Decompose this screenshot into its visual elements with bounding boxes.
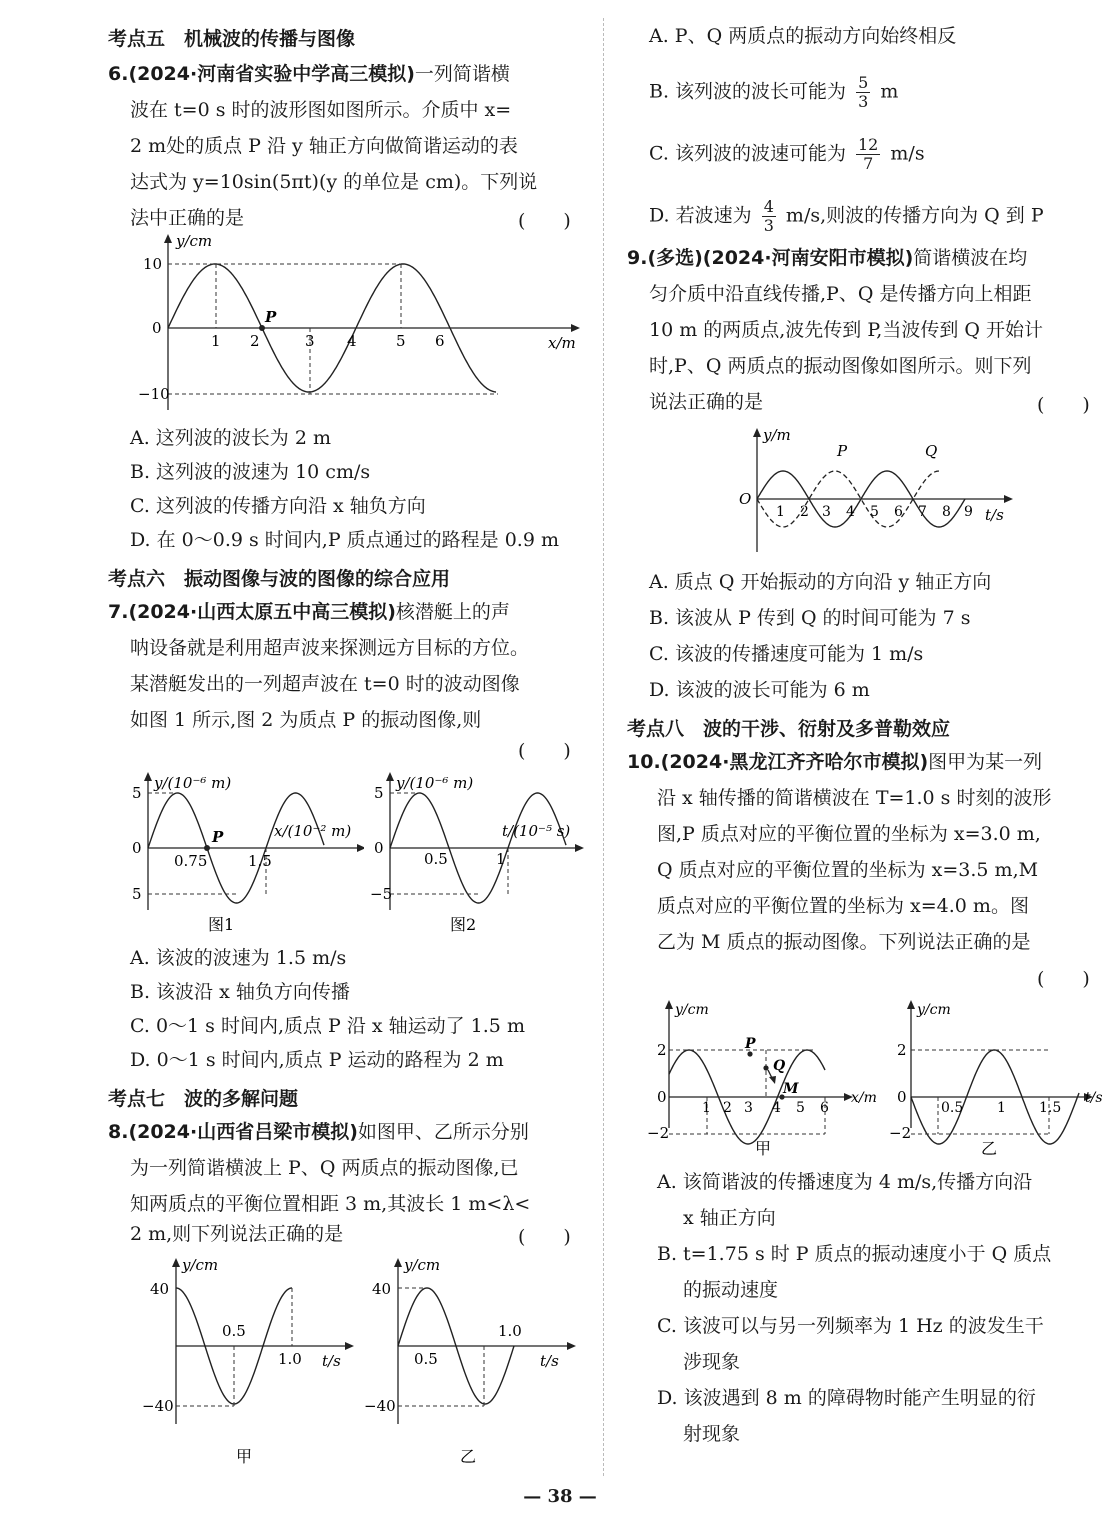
y-label: y/(10⁻⁶ m)	[154, 774, 232, 792]
tick-1: 1	[997, 1100, 1006, 1116]
tick-1: 1	[496, 850, 506, 868]
q6-stem-1: 一列简谐横	[414, 63, 510, 85]
x-label: x/(10⁻² m)	[274, 822, 352, 840]
q10-figure-yi	[889, 998, 1105, 1158]
q9-stem-1: 简谐横波在均	[913, 247, 1028, 269]
figure-stroke	[907, 1000, 915, 1009]
caption: 甲	[755, 1139, 772, 1158]
p-label: P	[265, 308, 277, 326]
figure-stroke	[1004, 495, 1013, 503]
caption: 乙	[981, 1139, 998, 1158]
q8-option-b-unit: m	[880, 80, 899, 103]
y-bot-label: −40	[142, 1397, 174, 1415]
tick-6: 6	[820, 1100, 829, 1116]
y-label: y/cm	[176, 232, 213, 250]
y-top-label: 40	[150, 1280, 170, 1298]
q7-option-b: B. 该波沿 x 轴负方向传播	[130, 981, 350, 1003]
tick-05: 0.5	[222, 1322, 246, 1340]
y-label: y/(10⁻⁶ m)	[396, 774, 474, 792]
y-label: y/cm	[675, 1002, 709, 1018]
q6-line-1	[108, 62, 510, 86]
figure-stroke	[567, 1342, 576, 1350]
y-arrow	[164, 234, 172, 243]
q10-source: 10.(2024·黑龙江齐齐哈尔市模拟)	[627, 751, 929, 773]
q8-option-b	[649, 74, 898, 111]
q8-option-b-frac	[856, 74, 870, 111]
q10-option-b-1: B. t=1.75 s 时 P 质点的振动速度小于 Q 质点	[657, 1243, 1052, 1265]
figure-stroke	[357, 844, 364, 852]
q6-source: 6.(2024·河南省实验中学高三模拟)	[108, 63, 415, 85]
q8-option-d-frac	[762, 198, 776, 235]
section-7-title: 考点七 波的多解问题	[108, 1088, 299, 1110]
caption: 甲	[236, 1447, 253, 1466]
q9-stem-3: 10 m 的两质点,波先传到 P,当波传到 Q 开始计	[649, 319, 1043, 341]
q9-line-1	[627, 246, 1027, 270]
y-top-label: 5	[132, 784, 142, 802]
q8-option-d	[649, 198, 1044, 235]
q10-option-d-2: 射现象	[683, 1423, 741, 1445]
tick-5: 5	[870, 504, 879, 520]
origin-label: 0	[132, 839, 142, 857]
q-label: Q	[925, 442, 938, 460]
y-bot-label: −40	[364, 1397, 396, 1415]
q10-stem-5: 质点对应的平衡位置的坐标为 x=4.0 m。图	[657, 895, 1029, 917]
section-5-title: 考点五 机械波的传播与图像	[108, 28, 356, 50]
q10-stem-2: 沿 x 轴传播的简谐横波在 T=1.0 s 时刻的波形	[657, 787, 1052, 809]
q10-stem-6: 乙为 M 质点的振动图像。下列说法正确的是	[657, 931, 1031, 953]
q8-source: 8.(2024·山西省吕梁市模拟)	[108, 1121, 358, 1143]
y-label: y/m	[763, 426, 791, 444]
y-label: y/cm	[917, 1002, 951, 1018]
caption: 图1	[208, 915, 235, 934]
tick-075: 0.75	[174, 852, 208, 870]
q10-option-a-2: x 轴正方向	[683, 1207, 776, 1229]
origin-label: 0	[897, 1088, 907, 1106]
y-top-label: 40	[372, 1280, 392, 1298]
q8-option-c-unit: m/s	[890, 142, 925, 165]
q6-option-d: D. 在 0～0.9 s 时间内,P 质点通过的路程是 0.9 m	[130, 529, 559, 551]
q6-answer-paren: ( )	[518, 210, 571, 232]
q7-figure-1	[128, 770, 364, 938]
q10-stem-1: 图甲为某一列	[928, 751, 1043, 773]
q10-option-c-1: C. 该波可以与另一列频率为 1 Hz 的波发生干	[657, 1315, 1044, 1337]
y-label: y/cm	[404, 1256, 441, 1274]
q9-vibration-graph	[737, 424, 1017, 556]
tick-6: 6	[435, 332, 445, 350]
q8-answer-paren: ( )	[518, 1226, 571, 1248]
q10-option-a-1: A. 该简谐波的传播速度为 4 m/s,传播方向沿	[657, 1171, 1033, 1193]
q8-option-b-text: B. 该列波的波长可能为	[649, 80, 847, 103]
figure-stroke	[769, 1076, 776, 1084]
tick-3: 3	[305, 332, 315, 350]
q6-stem-2: 波在 t=0 s 时的波形图如图所示。介质中 x=	[130, 99, 512, 121]
y-label: y/cm	[182, 1256, 219, 1274]
y-bot-label: −5	[370, 885, 393, 903]
caption: 图2	[450, 915, 477, 934]
tick-2: 2	[250, 332, 260, 350]
q9-stem-5: 说法正确的是	[649, 391, 764, 413]
tick-05: 0.5	[424, 850, 448, 868]
x-arrow	[571, 324, 580, 332]
q8-figure-yi	[362, 1254, 584, 1474]
tick-7: 7	[918, 504, 927, 520]
figure-stroke	[394, 1258, 402, 1267]
q7-stem-4: 如图 1 所示,图 2 为质点 P 的振动图像,则	[130, 709, 482, 731]
q10-stem-3: 图,P 质点对应的平衡位置的坐标为 x=3.0 m,	[657, 823, 1041, 845]
q10-line-1	[627, 750, 1042, 774]
q6-option-a: A. 这列波的波长为 2 m	[130, 427, 331, 449]
q7-stem-1: 核潜艇上的声	[395, 601, 510, 623]
q8-option-c	[649, 136, 925, 173]
figure-stroke	[172, 1258, 180, 1267]
figure-stroke	[747, 1051, 752, 1056]
q6-wave-graph	[138, 232, 586, 414]
q7-answer-paren: ( )	[518, 740, 571, 762]
q10-option-c-2: 涉现象	[683, 1351, 741, 1373]
x-label: x/m	[548, 334, 576, 352]
figure-stroke	[665, 1000, 673, 1009]
q7-line-1	[108, 600, 510, 624]
tick-15: 1.5	[248, 852, 272, 870]
figure-stroke	[763, 1065, 768, 1070]
tick-8: 8	[942, 504, 951, 520]
y-bot-label: −2	[647, 1124, 670, 1142]
q7-stem-3: 某潜艇发出的一列超声波在 t=0 时的波动图像	[130, 673, 520, 695]
q8-stem-2: 为一列简谐横波上 P、Q 两质点的振动图像,已	[130, 1157, 519, 1179]
q6-stem-5: 法中正确的是	[130, 207, 245, 229]
tick-1: 1	[776, 504, 785, 520]
q7-option-a: A. 该波的波速为 1.5 m/s	[130, 947, 347, 969]
q9-option-d: D. 该波的波长可能为 6 m	[649, 679, 870, 701]
tick-15: 1.5	[1039, 1100, 1062, 1116]
q8-stem-4: 2 m,则下列说法正确的是	[130, 1223, 344, 1245]
q9-option-b: B. 该波从 P 传到 Q 的时间可能为 7 s	[649, 607, 971, 629]
origin-label: O	[739, 490, 752, 508]
q9-answer-paren: ( )	[1037, 394, 1090, 416]
tick-4: 4	[846, 504, 855, 520]
y-bot-label: −10	[138, 385, 170, 403]
page-number: — 38 —	[523, 1486, 597, 1507]
x-label: t/s	[322, 1352, 341, 1370]
figure-stroke	[753, 428, 761, 437]
q8-stem-1: 如图甲、乙所示分别	[357, 1121, 529, 1143]
origin-label: 0	[374, 839, 384, 857]
q6-stem-3: 2 m处的质点 P 沿 y 轴正方向做简谐运动的表	[130, 135, 518, 157]
caption: 乙	[460, 1447, 477, 1466]
q6-option-b: B. 这列波的波速为 10 cm/s	[130, 461, 371, 483]
q10-stem-4: Q 质点对应的平衡位置的坐标为 x=3.5 m,M	[657, 859, 1039, 881]
frac-num: 4	[763, 197, 774, 216]
q6-option-c: C. 这列波的传播方向沿 x 轴负方向	[130, 495, 426, 517]
q9-stem-2: 匀介质中沿直线传播,P、Q 是传播方向上相距	[649, 283, 1032, 305]
tick-10: 1.0	[498, 1322, 522, 1340]
q10-option-d-1: D. 该波遇到 8 m 的障碍物时能产生明显的衍	[657, 1387, 1036, 1409]
q10-option-b-2: 的振动速度	[683, 1279, 779, 1301]
origin-label: 0	[152, 319, 162, 337]
q10-figure-jia	[637, 998, 887, 1158]
frac-den: 7	[863, 154, 874, 173]
tick-4: 4	[347, 332, 357, 350]
tick-05: 0.5	[414, 1350, 438, 1368]
frac-num: 12	[858, 135, 879, 154]
x-label: t/s	[540, 1352, 559, 1370]
m-label: M	[783, 1081, 799, 1097]
tick-9: 9	[964, 504, 973, 520]
frac-num: 5	[858, 73, 869, 92]
q7-figure-2	[370, 770, 584, 938]
frac-den: 3	[763, 216, 774, 235]
q8-option-d-tail: m/s,则波的传播方向为 Q 到 P	[785, 204, 1044, 227]
q9-option-c: C. 该波的传播速度可能为 1 m/s	[649, 643, 924, 665]
p-label: P	[837, 442, 848, 460]
y-bot-label: 5	[132, 885, 142, 903]
q8-option-d-text: D. 若波速为	[649, 204, 752, 227]
tick-1: 1	[211, 332, 221, 350]
tick-10: 1.0	[278, 1350, 302, 1368]
q7-stem-2: 呐设备就是利用超声波来探测远方目标的方位。	[130, 637, 530, 659]
tick-6: 6	[894, 504, 903, 520]
q8-line-1	[108, 1120, 529, 1144]
tick-3: 3	[822, 504, 831, 520]
q8-option-a: A. P、Q 两质点的振动方向始终相反	[649, 25, 957, 47]
q9-source: 9.(多选)(2024·河南安阳市模拟)	[627, 247, 914, 269]
q7-option-c: C. 0～1 s 时间内,质点 P 沿 x 轴运动了 1.5 m	[130, 1015, 525, 1037]
y-top-label: 10	[143, 255, 163, 273]
y-top-label: 2	[897, 1041, 907, 1059]
tick-5: 5	[396, 332, 406, 350]
q6-stem-4: 达式为 y=10sin(5πt)(y 的单位是 cm)。下列说	[130, 171, 538, 193]
tick-05: 0.5	[941, 1100, 964, 1116]
x-label: t/(10⁻⁵ s)	[502, 822, 571, 840]
y-bot-label: −2	[889, 1124, 912, 1142]
x-label: t/s	[1085, 1090, 1103, 1106]
origin-label: 0	[657, 1088, 667, 1106]
x-label: t/s	[985, 506, 1004, 524]
frac-den: 3	[858, 92, 869, 111]
figure-stroke	[386, 772, 394, 781]
figure-stroke	[575, 844, 584, 852]
tick-4: 4	[772, 1100, 781, 1116]
q8-option-c-frac	[856, 136, 880, 173]
q10-answer-paren: ( )	[1037, 968, 1090, 990]
tick-2: 2	[723, 1100, 732, 1116]
q9-option-a: A. 质点 Q 开始振动的方向沿 y 轴正方向	[649, 571, 992, 593]
y-top-label: 2	[657, 1041, 667, 1059]
q9-stem-4: 时,P、Q 两质点的振动图像如图所示。则下列	[649, 355, 1032, 377]
tick-2: 2	[800, 504, 809, 520]
figure-stroke	[345, 1342, 354, 1350]
tick-3: 3	[744, 1100, 753, 1116]
q8-stem-3: 知两质点的平衡位置相距 3 m,其波长 1 m<λ<	[130, 1193, 531, 1215]
section-8-title: 考点八 波的干涉、衍射及多普勒效应	[627, 718, 951, 740]
figure-stroke	[204, 845, 210, 851]
q7-source: 7.(2024·山西太原五中高三模拟)	[108, 601, 396, 623]
y-top-label: 5	[374, 784, 384, 802]
tick-5: 5	[796, 1100, 805, 1116]
section-6-title: 考点六 振动图像与波的图像的综合应用	[108, 568, 451, 590]
q7-option-d: D. 0～1 s 时间内,质点 P 运动的路程为 2 m	[130, 1049, 504, 1071]
figure-stroke	[144, 772, 152, 781]
tick-1: 1	[702, 1100, 711, 1116]
q8-figure-jia	[136, 1254, 362, 1474]
x-label: x/m	[851, 1090, 877, 1106]
p-label: P	[745, 1036, 756, 1052]
p-label: P	[212, 828, 224, 846]
q8-option-c-text: C. 该列波的波速可能为	[649, 142, 846, 165]
column-divider	[603, 18, 604, 1476]
q-label: Q	[773, 1058, 786, 1074]
